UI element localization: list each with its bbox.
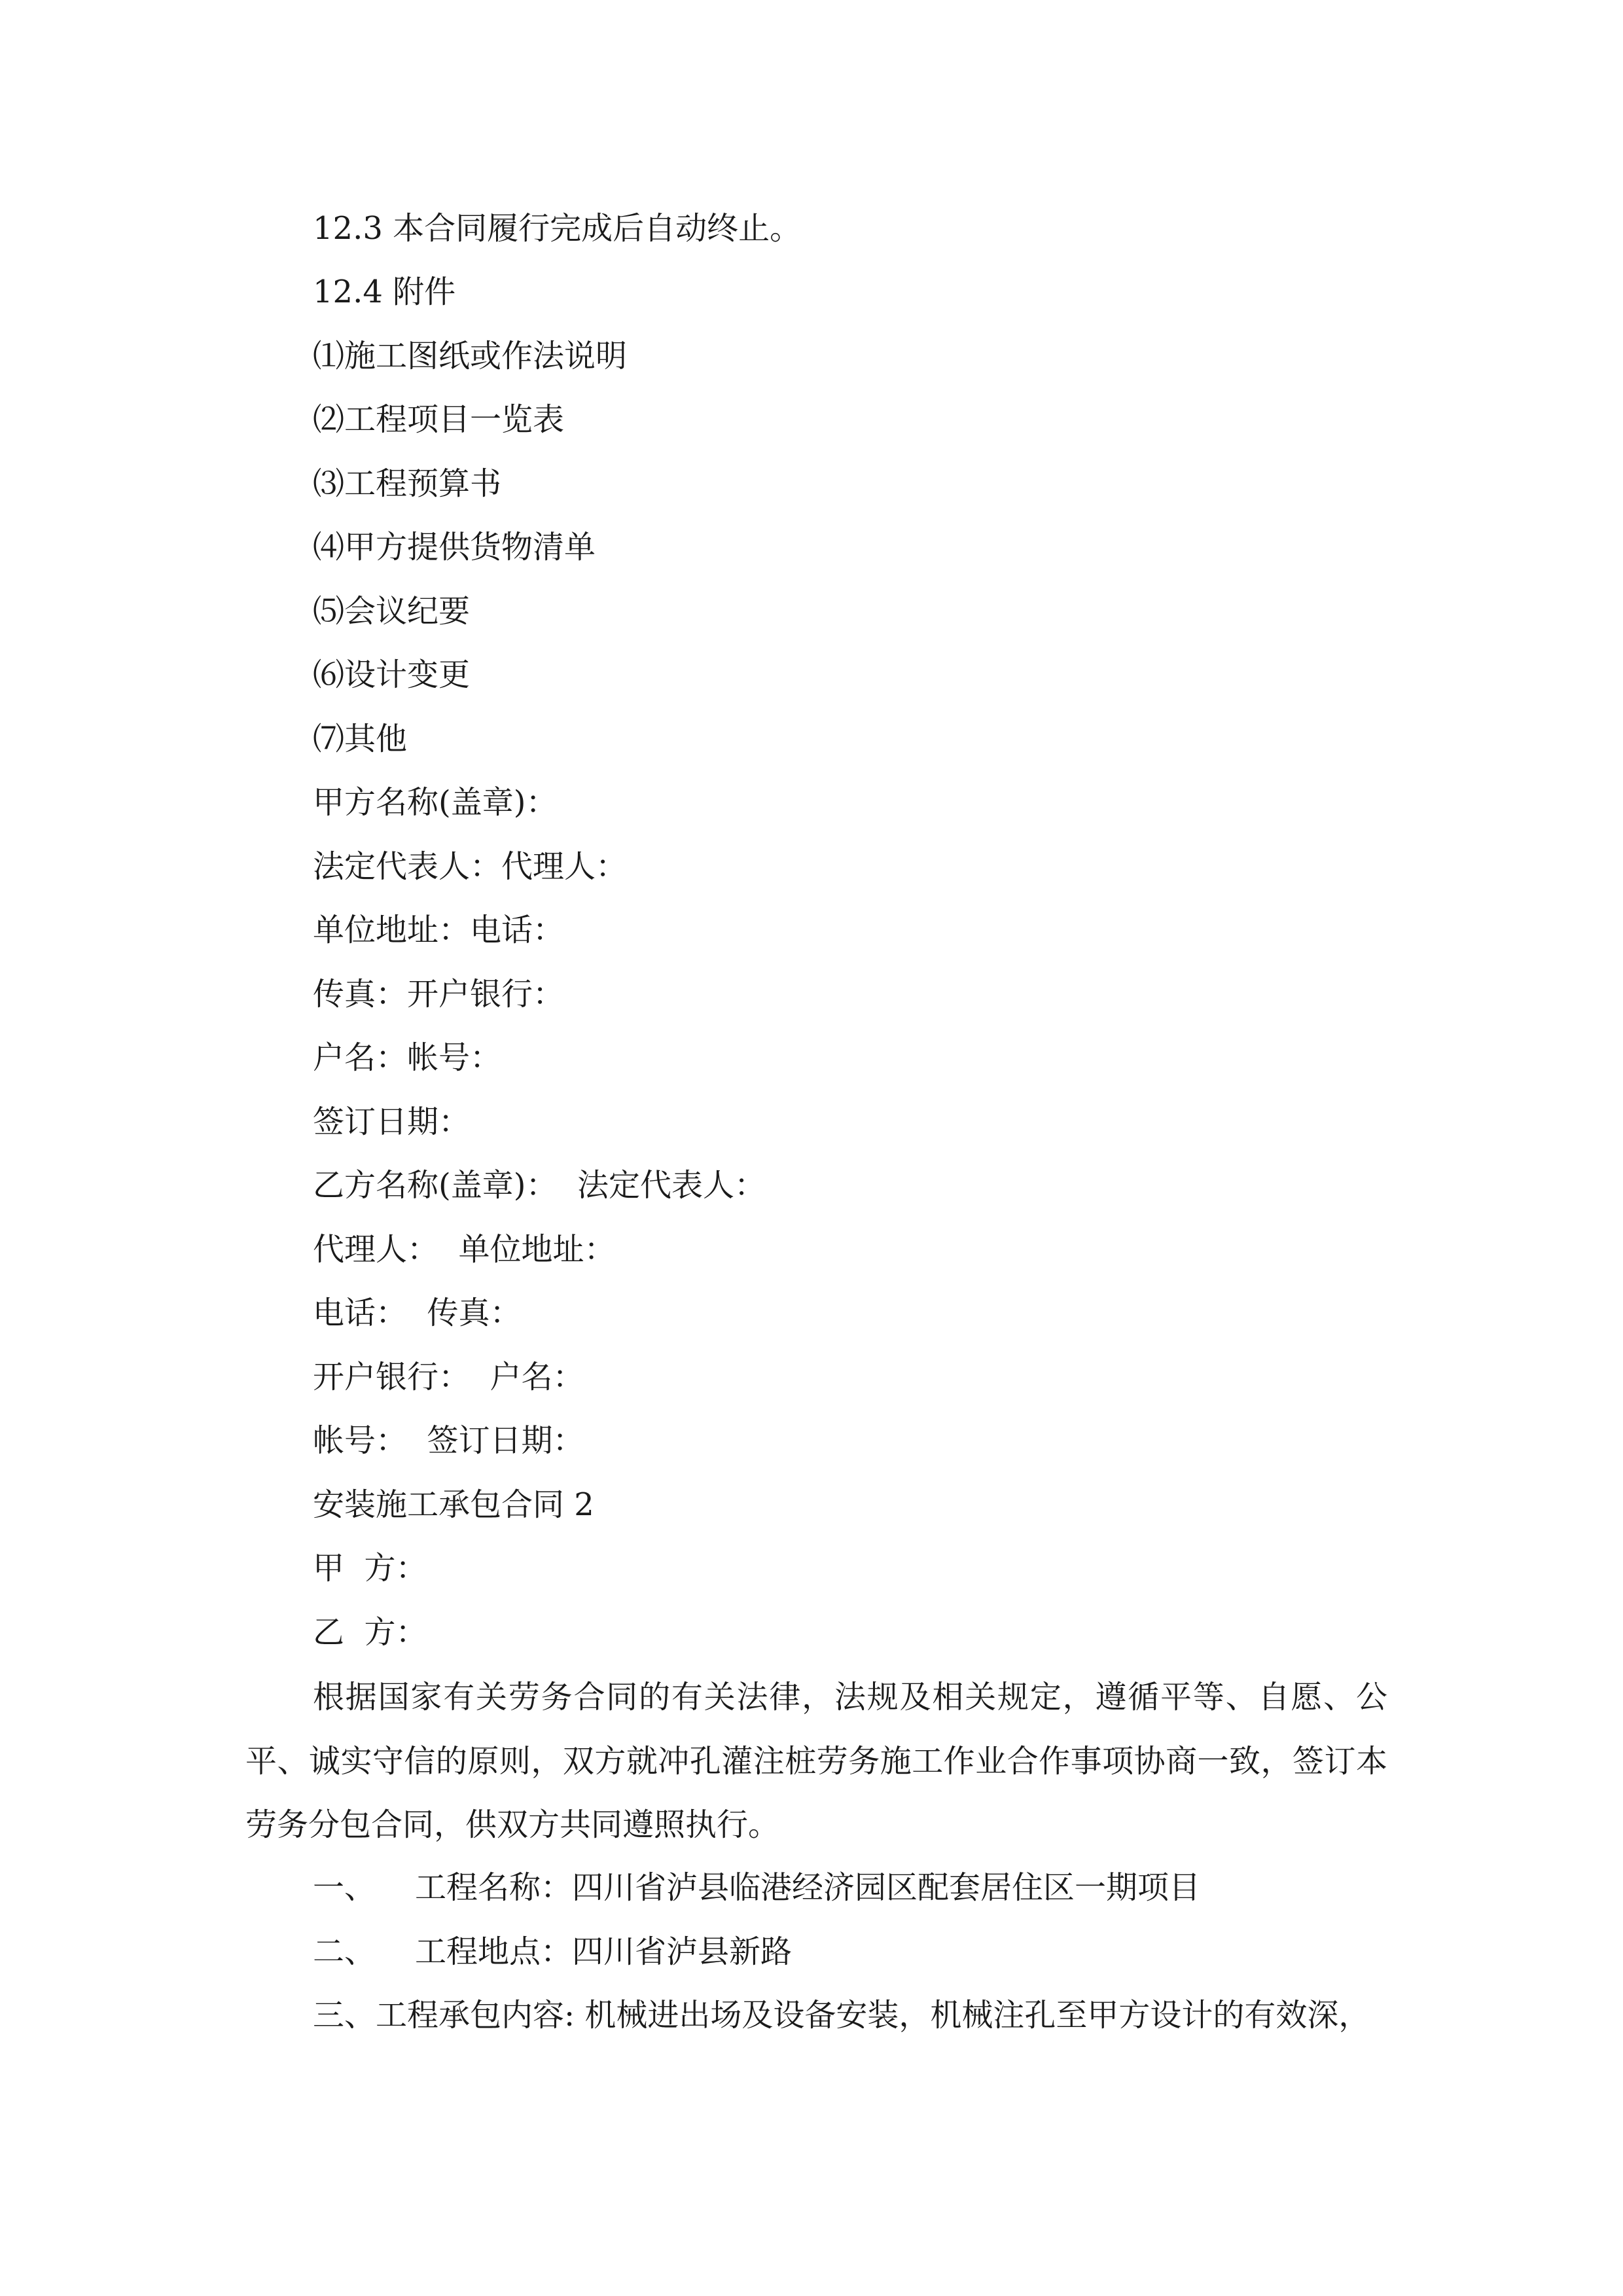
party-a-label: 甲 方： (313, 1550, 427, 1587)
section-project-name (313, 1868, 1200, 1907)
section-number: 一、 (313, 1869, 376, 1906)
clause-12-4: 12.4 附件 (313, 274, 456, 310)
section-number: 二、 (313, 1933, 376, 1970)
attachment-2: ⑵工程项目一览表 (313, 401, 565, 438)
party-a-representative: 法定代表人：代理人： (313, 848, 628, 885)
party-b-agent: 代理人： 单位地址： (313, 1231, 616, 1268)
contract-title: 安装施工承包合同 2 (313, 1486, 594, 1523)
attachment-5: ⑸会议纪要 (313, 593, 471, 630)
attachment-6: ⑹设计变更 (313, 656, 471, 693)
party-b-phone: 电话： 传真： (313, 1295, 522, 1331)
attachment-4: ⑷甲方提供货物清单 (313, 529, 596, 565)
attachment-1: ⑴施工图纸或作法说明 (313, 338, 628, 374)
party-b-bank: 开户银行： 户名： (313, 1359, 584, 1395)
party-b-account: 帐号： 签订日期： (313, 1422, 584, 1459)
section-text: 工程地点：四川省泸县新路 (415, 1933, 793, 1970)
party-a-date: 签订日期： (313, 1103, 471, 1140)
attachment-3: ⑶工程预算书 (313, 465, 502, 502)
clause-12-3: 12.3 本合同履行完成后自动终止。 (313, 210, 802, 247)
party-a-address: 单位地址：电话： (313, 912, 565, 948)
party-a-account: 户名：帐号： (313, 1039, 502, 1076)
section-text: 工程名称：四川省泸县临港经济园区配套居住区一期项目 (415, 1869, 1201, 1906)
intro-paragraph: 根据国家有关劳务合同的有关法律，法规及相关规定，遵循平等、自愿、公平、诚实守信的原则，双方就冲孔灌注桩劳务施工作业合作事项协商一致，签订本劳务分包合同，供双方共同遵照执行。 (245, 1679, 1387, 1843)
party-b-name: 乙方名称(盖章)： 法定代表人： (313, 1167, 766, 1204)
party-a-name: 甲方名称(盖章)： (313, 784, 558, 821)
section-contract-scope: 三、工程承包内容: 机械进出场及设备安装，机械注孔至甲方设计的有效深， (313, 1997, 1370, 2034)
section-project-location (313, 1932, 792, 1971)
party-a-fax: 传真：开户银行： (313, 976, 565, 1013)
attachment-7: ⑺其他 (313, 721, 408, 757)
party-b-label: 乙 方： (313, 1614, 427, 1651)
